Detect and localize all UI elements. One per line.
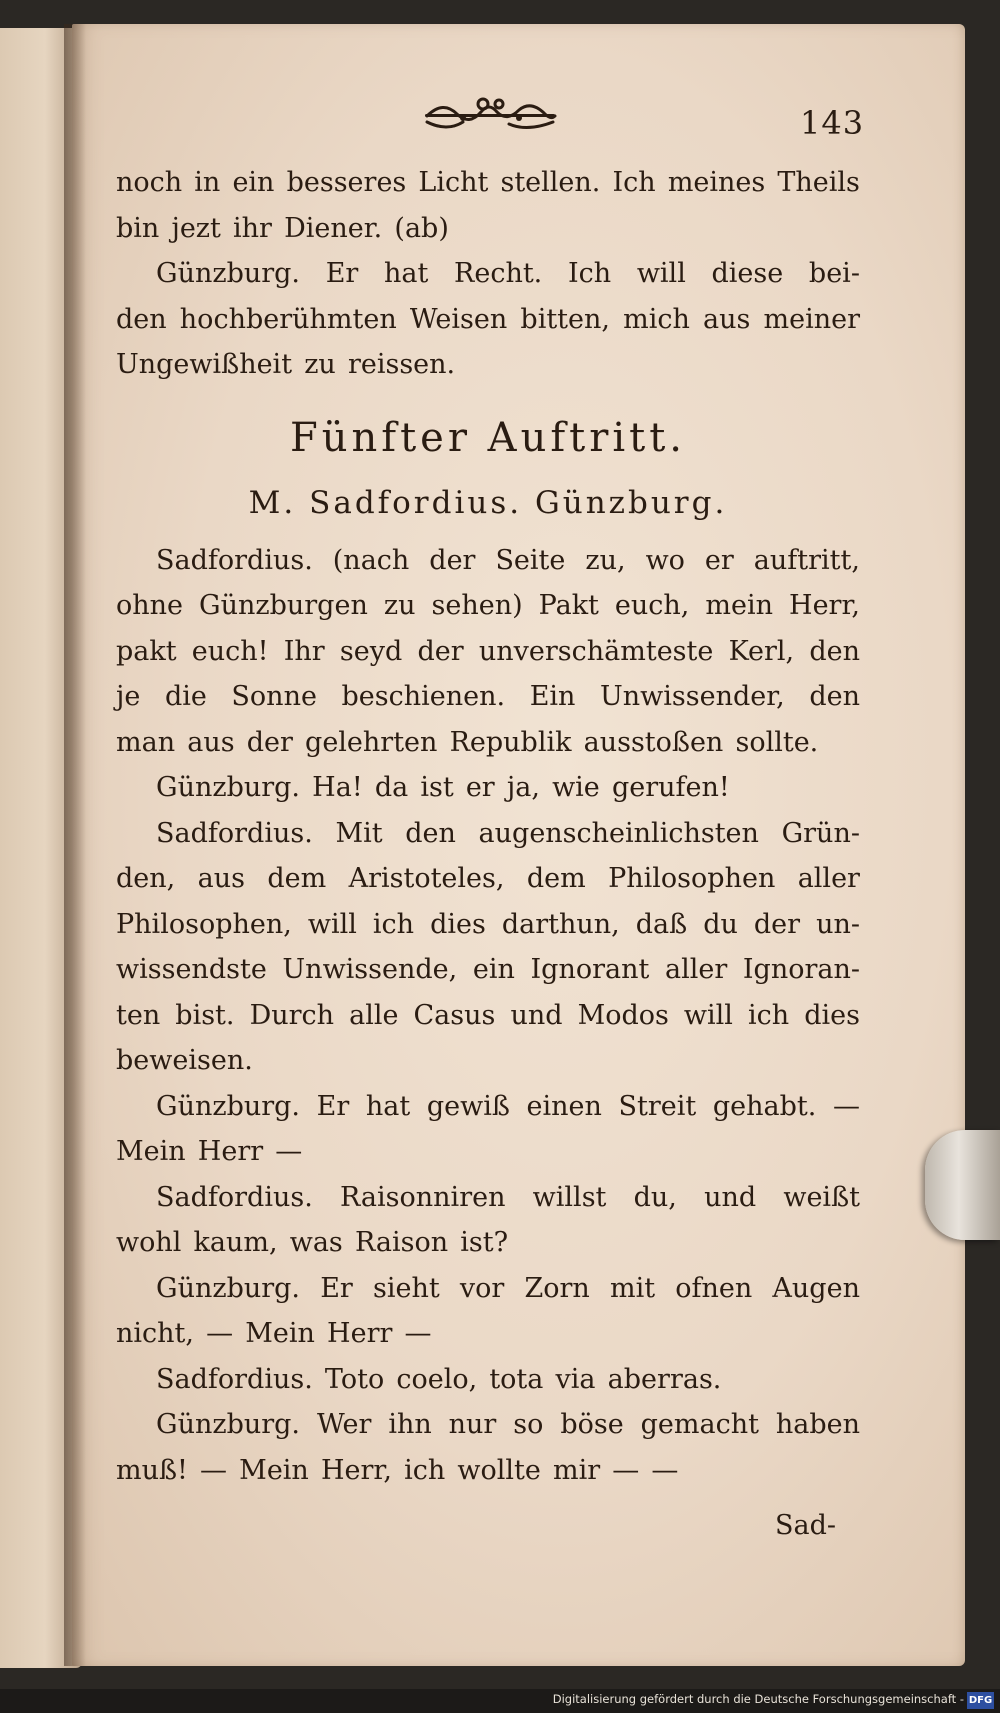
- word: Theils: [777, 167, 860, 198]
- text-line: [116, 1129, 860, 1175]
- word: böse: [560, 1409, 624, 1440]
- word: gehabt.: [712, 1090, 817, 1122]
- word: Günzburg.: [156, 1272, 301, 1304]
- text-line: [116, 160, 860, 206]
- word: Toto: [324, 1363, 385, 1395]
- text-line: [116, 674, 860, 720]
- word: will: [636, 258, 686, 289]
- word: hat: [384, 258, 429, 289]
- word: wollte: [457, 1454, 541, 1486]
- word: Günzburg.: [156, 258, 301, 289]
- word: nicht,: [116, 1318, 194, 1349]
- word: reissen.: [347, 349, 456, 380]
- word: Ihr: [283, 635, 325, 667]
- word: du,: [633, 1181, 677, 1213]
- word: dem: [267, 863, 327, 894]
- word: Sadfordius.: [156, 544, 313, 576]
- word: via: [555, 1363, 596, 1395]
- word: Ich: [612, 167, 656, 198]
- word: Aristoteles,: [348, 863, 505, 894]
- word: —: [206, 1318, 234, 1349]
- word: er: [704, 544, 734, 576]
- word: ein: [472, 954, 515, 985]
- word: ist?: [460, 1227, 509, 1258]
- word: und: [510, 999, 563, 1031]
- word: Herr,: [320, 1454, 392, 1486]
- text-line: [116, 1448, 860, 1494]
- word: Unwissender,: [600, 681, 785, 712]
- word: der: [429, 544, 476, 576]
- word: Günzburg.: [156, 772, 301, 803]
- word: haben: [775, 1409, 860, 1440]
- text-line: [116, 811, 860, 857]
- text-line: [116, 720, 860, 766]
- word: den: [405, 817, 456, 849]
- word: meines: [667, 167, 766, 198]
- word: bist.: [175, 999, 235, 1031]
- word: un-: [816, 908, 860, 940]
- footer-credit: Digitalisierung gefördert durch die Deutsche Forschungsgemeinschaft -: [552, 1692, 964, 1706]
- word: ten: [116, 999, 161, 1031]
- word: Licht: [418, 167, 489, 198]
- body-text: [116, 160, 860, 1493]
- catchword: Sad-: [775, 1510, 837, 1541]
- word: Philosophen: [608, 863, 776, 894]
- word: Mein: [239, 1454, 309, 1486]
- word: will: [683, 999, 733, 1031]
- word: Casus: [413, 999, 496, 1031]
- word: Augen: [772, 1272, 860, 1304]
- word: was: [289, 1227, 343, 1258]
- word: weißt: [783, 1181, 860, 1213]
- word: Ignorant: [530, 954, 650, 985]
- word: kaum,: [193, 1227, 278, 1258]
- word: gelehrten: [305, 726, 438, 758]
- word: Raison: [354, 1227, 449, 1258]
- word: gemacht: [640, 1409, 759, 1440]
- text-line: [116, 251, 860, 297]
- word: die: [164, 681, 207, 712]
- scene-characters: M. Sadfordius. Günzburg.: [248, 484, 728, 521]
- text-line: [116, 1357, 860, 1403]
- word: der: [753, 908, 801, 940]
- scene-heading: Fünfter Auftritt.: [290, 414, 686, 461]
- page-tab-marker: [925, 1130, 1000, 1240]
- word: Ein: [529, 681, 576, 712]
- word: Recht.: [454, 258, 543, 289]
- word: beschienen.: [341, 681, 506, 712]
- word: Mit: [335, 817, 383, 849]
- word: Ich: [567, 258, 612, 289]
- word: zu: [383, 590, 416, 621]
- word: Herr: [197, 1136, 264, 1167]
- word: den: [809, 681, 860, 712]
- word: den: [809, 635, 860, 667]
- word: dies: [804, 999, 860, 1031]
- word: euch,: [614, 590, 690, 621]
- word: ohne: [116, 590, 184, 621]
- word: hat: [365, 1090, 411, 1122]
- word: aus: [703, 303, 751, 335]
- word: sollte.: [735, 726, 819, 758]
- word: aus: [187, 726, 235, 758]
- word: aller: [797, 863, 860, 894]
- text-line: [116, 947, 860, 993]
- word: —: [200, 1454, 228, 1486]
- word: —: [275, 1136, 303, 1167]
- word: ich: [404, 1454, 446, 1486]
- word: Sadfordius.: [156, 817, 313, 849]
- word: aus: [197, 863, 245, 894]
- word: bitten,: [520, 303, 610, 335]
- text-line: [116, 1084, 860, 1130]
- word: beweisen.: [116, 1045, 253, 1076]
- word: —: [404, 1318, 432, 1349]
- word: ich: [748, 999, 790, 1031]
- word: Pakt: [538, 590, 599, 621]
- text-line: [116, 629, 860, 675]
- word: Seite: [495, 544, 566, 576]
- word: Ignoran-: [742, 954, 860, 985]
- word: ofnen: [675, 1272, 753, 1304]
- word: noch: [116, 167, 183, 198]
- word: ihn: [388, 1409, 432, 1440]
- word: alle: [349, 999, 399, 1031]
- word: muß!: [116, 1454, 188, 1486]
- word: zu,: [585, 544, 626, 576]
- word: willst: [532, 1181, 607, 1213]
- word: hochberühmten: [179, 303, 397, 335]
- word: den,: [116, 863, 176, 894]
- page-number: 143: [800, 104, 865, 142]
- word: bin: [116, 212, 160, 244]
- word: Günzburg.: [156, 1409, 301, 1440]
- word: sehen): [431, 590, 523, 621]
- word: jezt: [171, 212, 221, 244]
- word: mich: [623, 303, 690, 335]
- word: und: [704, 1181, 757, 1213]
- printers-ornament: [423, 92, 558, 136]
- word: Herr,: [789, 590, 860, 621]
- word: aberras.: [607, 1363, 722, 1395]
- word: ein: [232, 167, 275, 198]
- text-line: [116, 1311, 860, 1357]
- word: ja,: [506, 772, 540, 803]
- word: Weisen: [409, 303, 508, 335]
- text-line: [116, 1266, 860, 1312]
- word: aller: [664, 954, 728, 985]
- word: meiner: [763, 303, 860, 335]
- word: mein: [705, 590, 774, 621]
- word: Diener.: [284, 212, 383, 244]
- text-line: [116, 993, 860, 1039]
- word: will: [307, 908, 357, 940]
- word: —: [832, 1090, 860, 1122]
- word: je: [116, 681, 141, 712]
- word: Günzburg.: [156, 1090, 301, 1122]
- word: ausstoßen: [583, 726, 724, 758]
- word: man: [116, 726, 176, 758]
- text-line: [116, 342, 860, 388]
- word: —: [651, 1454, 679, 1486]
- word: Ha!: [312, 772, 363, 803]
- word: Unwissende,: [282, 954, 458, 985]
- word: Mein: [245, 1318, 315, 1349]
- text-section-main: [116, 538, 860, 1494]
- word: ihr: [233, 212, 272, 244]
- word: gewiß: [426, 1090, 510, 1122]
- text-line: [116, 297, 860, 343]
- word: tota: [489, 1363, 544, 1395]
- word: den: [116, 303, 167, 335]
- word: nur: [448, 1409, 497, 1440]
- text-line: [116, 1402, 860, 1448]
- word: mir: [552, 1454, 601, 1486]
- word: der: [246, 726, 293, 758]
- word: Sadfordius.: [156, 1363, 313, 1395]
- word: Günzburgen: [199, 590, 368, 621]
- word: zu: [304, 349, 336, 380]
- word: du: [703, 908, 738, 940]
- word: da: [374, 772, 409, 803]
- text-line: [116, 538, 860, 584]
- word: Zorn: [524, 1272, 590, 1304]
- word: euch!: [191, 635, 269, 667]
- word: gerufen!: [611, 772, 730, 803]
- word: er: [465, 772, 495, 803]
- word: bei-: [808, 258, 860, 289]
- word: Modos: [577, 999, 669, 1031]
- word: dem: [526, 863, 586, 894]
- word: darthun,: [501, 908, 620, 940]
- word: Grün-: [781, 817, 860, 849]
- word: Er: [316, 1090, 350, 1122]
- word: sieht: [373, 1272, 440, 1304]
- text-line: [116, 765, 860, 811]
- word: coelo,: [396, 1363, 478, 1395]
- word: Republik: [449, 726, 572, 758]
- word: Streit: [618, 1090, 697, 1122]
- word: ist: [420, 772, 454, 803]
- word: augenscheinlichsten: [478, 817, 759, 849]
- word: unverschämteste: [478, 635, 714, 667]
- word: Kerl,: [728, 635, 795, 667]
- text-line: [116, 583, 860, 629]
- word: dies: [430, 908, 486, 940]
- word: stellen.: [500, 167, 601, 198]
- word: Wer: [316, 1409, 372, 1440]
- word: seyd: [339, 635, 403, 667]
- text-line: [116, 902, 860, 948]
- word: ich: [372, 908, 415, 940]
- word: Raisonniren: [339, 1181, 506, 1213]
- dfg-logo: DFG: [967, 1692, 994, 1709]
- word: wie: [552, 772, 600, 803]
- word: Er: [325, 258, 359, 289]
- word: wohl: [116, 1227, 182, 1258]
- word: (ab): [394, 212, 449, 244]
- word: Ungewißheit: [116, 349, 293, 380]
- word: pakt: [116, 635, 177, 667]
- text-line: [116, 1175, 860, 1221]
- word: Sonne: [231, 681, 317, 712]
- text-section-top: [116, 160, 860, 388]
- word: Er: [320, 1272, 353, 1304]
- word: Sadfordius.: [156, 1181, 313, 1213]
- word: (nach: [332, 544, 410, 576]
- word: auftritt,: [753, 544, 860, 576]
- text-line: [116, 856, 860, 902]
- word: diese: [711, 258, 784, 289]
- word: —: [612, 1454, 640, 1486]
- text-line: [116, 206, 860, 252]
- word: so: [513, 1409, 544, 1440]
- word: wissendste: [116, 954, 267, 985]
- binding-shadow: [64, 24, 86, 1666]
- word: Herr: [327, 1318, 393, 1349]
- word: der: [417, 635, 464, 667]
- word: vor: [459, 1272, 505, 1304]
- word: daß: [635, 908, 688, 940]
- word: besseres: [286, 167, 407, 198]
- word: einen: [526, 1090, 602, 1122]
- word: Durch: [249, 999, 335, 1031]
- word: Philosophen,: [116, 908, 292, 940]
- word: mit: [609, 1272, 656, 1304]
- text-line: [116, 1220, 860, 1266]
- word: in: [194, 167, 221, 198]
- word: wo: [645, 544, 685, 576]
- word: Mein: [116, 1136, 186, 1167]
- text-line: [116, 1038, 860, 1084]
